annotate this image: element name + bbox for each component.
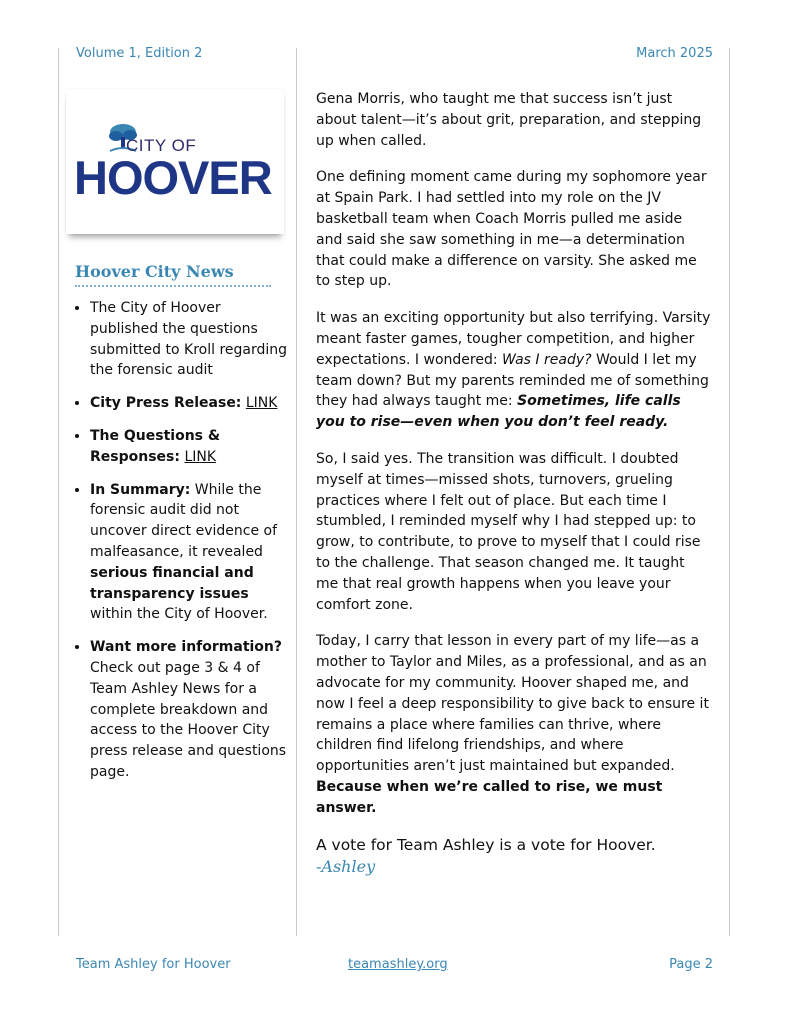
city-of-hoover-logo [66, 89, 284, 234]
article-paragraph [316, 308, 711, 433]
bold-italic-run: Sometimes, life calls you to rise—even when you don’t feel ready. [316, 393, 681, 431]
item-text: The City of Hoover published the questions submitted to Kroll regarding the forensic audit [90, 300, 288, 379]
list-item [90, 637, 292, 783]
item-emphasis: serious financial and transparency issues [90, 564, 254, 602]
item-label: In Summary: [90, 481, 191, 498]
logo-city-of-text: CITY OF [126, 136, 197, 155]
edition-label: Volume 1, Edition 2 [76, 46, 203, 61]
vote-line: A vote for Team Ashley is a vote for Hoover. [316, 835, 656, 854]
text-run: Would I let my team down? But my parents reminded me of something they had always taught me: [316, 351, 709, 410]
sidebar-title: Hoover City News [75, 262, 271, 287]
logo-hoover-text: HOOVER [74, 151, 272, 204]
footer-campaign: Team Ashley for Hoover [76, 957, 231, 972]
right-margin-rule [729, 48, 730, 936]
item-label: The Questions & Responses: [90, 427, 221, 465]
article-paragraph: One defining moment came during my sophomore year at Spain Park. I had settled into my role on the JV basketball team when Coach Morris pulled me aside and said she saw something in me—a determination that could make a difference on varsity. She asked me to step up. [316, 169, 707, 290]
text-run: It was an exciting opportunity but also terrifying. Varsity meant faster games, tougher competition, and higher expectations. I wondered: [316, 310, 711, 368]
list-item [90, 298, 292, 381]
issue-date: March 2025 [636, 46, 713, 61]
list-item [90, 393, 292, 414]
website-link[interactable]: teamashley.org [348, 957, 448, 972]
news-list [70, 298, 292, 795]
column-divider [296, 48, 297, 936]
press-release-link[interactable]: LINK [245, 395, 278, 412]
list-item [90, 426, 292, 468]
article-paragraph: Gena Morris, who taught me that success isn’t just about talent—it’s about grit, preparation, and stepping up when called. [316, 91, 702, 149]
item-label: Want more information? [90, 639, 283, 656]
item-text: Check out page 3 & 4 of Team Ashley News for a complete breakdown and access to the Hoover City press release and questions page. [90, 659, 287, 780]
bold-run: Because when we’re called to rise, we must answer. [316, 778, 663, 816]
list-item [90, 480, 292, 626]
signature: -Ashley [316, 857, 376, 876]
item-text: within the City of Hoover. [90, 606, 268, 623]
article-body [316, 89, 711, 871]
left-margin-rule [58, 48, 59, 936]
text-run: Today, I carry that lesson in every part of my life—as a mother to Taylor and Miles, as a professional, and as an advocate for my community. Hoover shaped me, and now I feel a deep responsibility to give back to ensure it remains a place where families can thrive, where children find lifelong friendships, and where opportunities aren’t just maintained but expanded. [316, 633, 709, 775]
item-label: City Press Release: [90, 395, 242, 412]
item-text: While the forensic audit did not uncover direct evidence of malfeasance, it revealed [90, 481, 278, 560]
questions-responses-link[interactable]: LINK [184, 448, 217, 465]
italic-run: Was I ready? [502, 351, 592, 368]
page-number: Page 2 [669, 957, 713, 972]
article-paragraph [316, 631, 711, 818]
article-paragraph: So, I said yes. The transition was difficult. I doubted myself at times—missed shots, turnovers, grueling practices where I felt out of place. But each time I stumbled, I reminded myself why I had stepped up: to grow, to contribute, to prove to myself that I could rise to the challenge. That season changed me. It taught me that real growth happens when you leave your comfort zone. [316, 450, 701, 613]
